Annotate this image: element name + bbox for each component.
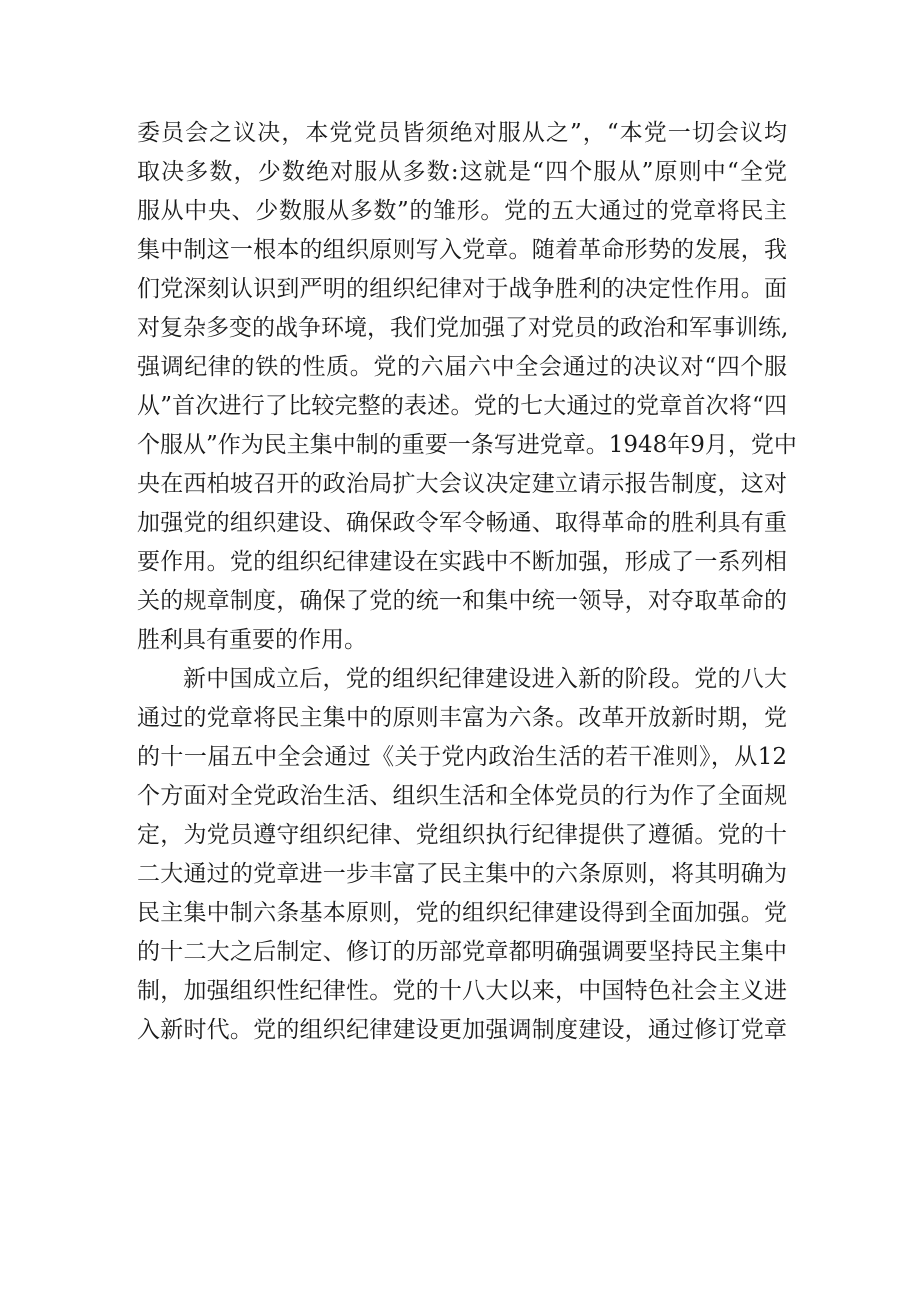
paragraph-2 [137, 660, 787, 1050]
text-line: 定，为党员遵守组织纪律、党组织执行纪律提供了遵循。党的十 [137, 822, 787, 848]
text-line: 央在西柏坡召开的政治局扩大会议决定建立请示报告制度，这对 [137, 471, 787, 497]
text-line: 服从中央、少数服从多数”的雏形。党的五大通过的党章将民主 [137, 198, 787, 224]
text-line: 制，加强组织性纪律性。党的十八大以来，中国特色社会主义进 [137, 978, 787, 1004]
body-text [137, 114, 797, 1050]
text-line: 个服从”作为民主集中制的重要一条写进党章。1948年9月，党中 [137, 432, 797, 458]
text-line: 二大通过的党章进一步丰富了民主集中的六条原则，将其明确为 [137, 861, 787, 887]
text-line: 从”首次进行了比较完整的表述。党的七大通过的党章首次将“四 [137, 393, 787, 419]
text-line: 入新时代。党的组织纪律建设更加强调制度建设，通过修订党章 [137, 1017, 787, 1043]
text-line: 取决多数，少数绝对服从多数:这就是“四个服从”原则中“全党 [137, 159, 787, 185]
text-line: 民主集中制六条基本原则，党的组织纪律建设得到全面加强。党 [137, 900, 787, 926]
text-line: 个方面对全党政治生活、组织生活和全体党员的行为作了全面规 [137, 783, 787, 809]
text-line: 强调纪律的铁的性质。党的六届六中全会通过的决议对“四个服 [137, 354, 787, 380]
text-line: 委员会之议决，本党党员皆须绝对服从之”，“本党一切会议均 [137, 120, 787, 146]
text-line: 要作用。党的组织纪律建设在实践中不断加强，形成了一系列相 [137, 549, 787, 575]
text-line: 的十一届五中全会通过《关于党内政治生活的若干准则》，从12 [137, 744, 787, 770]
text-line: 们党深刻认识到严明的组织纪律对于战争胜利的决定性作用。面 [137, 276, 787, 302]
text-line: 胜利具有重要的作用。 [137, 627, 367, 653]
text-line: 对复杂多变的战争环境，我们党加强了对党员的政治和军事训练, [137, 315, 789, 341]
paragraph-1 [137, 114, 797, 660]
text-line: 关的规章制度，确保了党的统一和集中统一领导，对夺取革命的 [137, 588, 787, 614]
text-line: 的十二大之后制定、修订的历部党章都明确强调要坚持民主集中 [137, 939, 787, 965]
text-line: 新中国成立后，党的组织纪律建设进入新的阶段。党的八大 [183, 666, 787, 692]
text-line: 通过的党章将民主集中的原则丰富为六条。改革开放新时期，党 [137, 705, 787, 731]
text-line: 集中制这一根本的组织原则写入党章。随着革命形势的发展，我 [137, 237, 787, 263]
text-line: 加强党的组织建设、确保政令军令畅通、取得革命的胜利具有重 [137, 510, 787, 536]
